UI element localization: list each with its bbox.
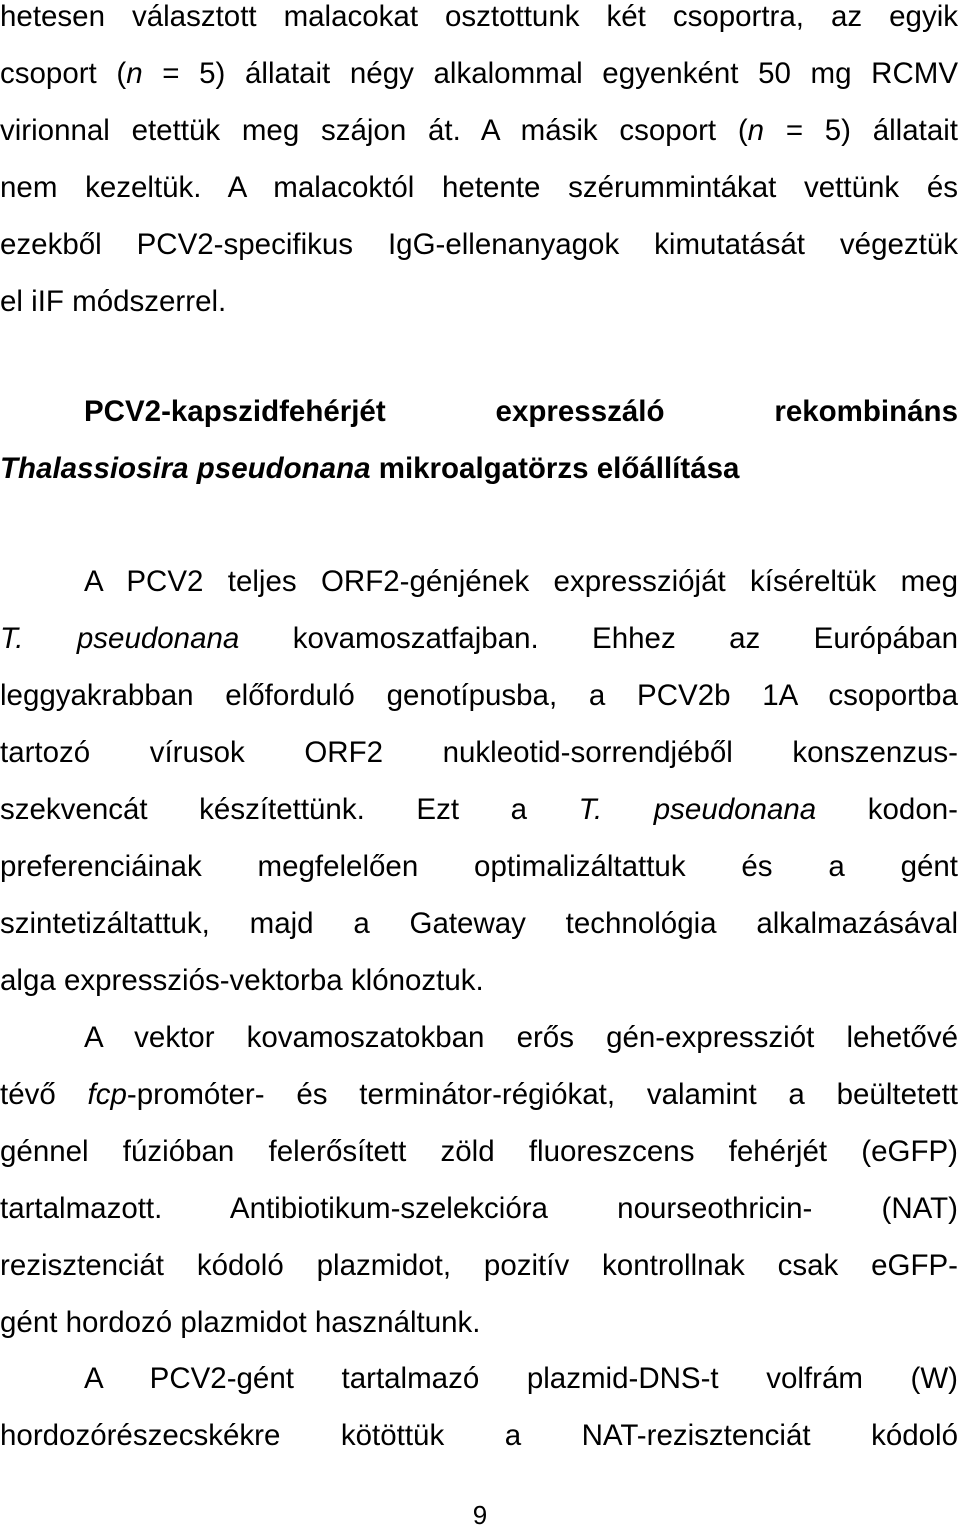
text-run: hordozórészecskékre kötöttük a NAT-rezisztenciát kódoló (0, 1419, 958, 1452)
text-run: szekvencát készítettünk. Ezt a (0, 793, 579, 826)
heading-line (0, 383, 958, 440)
text-line (0, 1009, 958, 1066)
text-run: tartalmazott. Antibiotikum-szelekcióra nourseothricin- (NAT) (0, 1192, 958, 1225)
text-run: = 5) állatait négy alkalommal egyenként 50 mg RCMV (142, 57, 958, 90)
text-run: A PCV2-gént tartalmazó plazmid-DNS-t volfrám (W) (84, 1362, 958, 1395)
text-run: csoport ( (0, 57, 127, 90)
paragraph-orf2 (0, 553, 958, 1009)
text-line (0, 952, 958, 1009)
text-run: tartozó vírusok ORF2 nukleotid-sorrendjéből konszenzus- (0, 736, 958, 769)
paragraph-intro (0, 0, 958, 330)
text-line (0, 895, 958, 952)
italic-term: T. pseudonana (578, 793, 817, 826)
page-number: 9 (472, 1500, 488, 1530)
text-line (0, 667, 958, 724)
text-run: -promóter- és terminátor-régiókat, valamint a beültetett (126, 1078, 958, 1111)
text-line (0, 216, 958, 273)
text-run: hetesen választott malacokat osztottunk két csoportra, az egyik (0, 0, 958, 33)
text-line (0, 553, 958, 610)
text-run: nem kezeltük. A malacoktól hetente szérummintákat vettünk és (0, 171, 958, 204)
text-run: tévő (0, 1078, 88, 1111)
text-run: alga expressziós-vektorba klónoztuk. (0, 964, 484, 997)
heading-line (0, 440, 958, 497)
italic-term: Thalassiosira pseudonana (0, 452, 371, 485)
text-run: leggyakrabban előforduló genotípusba, a PCV2b 1A csoportba (0, 679, 958, 712)
paragraph-vector (0, 1009, 958, 1351)
text-run: el iIF módszerrel. (0, 285, 227, 318)
text-run: kovamoszatfajban. Ehhez az Európában (239, 622, 958, 655)
italic-term: T. pseudonana (0, 622, 240, 655)
text-line (0, 102, 958, 159)
text-run: preferenciáinak megfelelően optimalizáltattuk és a gént (0, 850, 958, 883)
text-run: szintetizáltattuk, majd a Gateway technológia alkalmazásával (0, 907, 958, 940)
text-line (0, 838, 958, 895)
text-line (0, 1407, 958, 1464)
text-line (0, 781, 958, 838)
text-line (0, 0, 958, 45)
text-run: A vektor kovamoszatokban erős gén-expressziót lehetővé (84, 1021, 958, 1054)
text-line (0, 273, 958, 330)
italic-term: fcp (87, 1078, 127, 1111)
paragraph-plasmid (0, 1350, 958, 1464)
text-run: virionnal etettük meg szájon át. A másik csoport ( (0, 114, 748, 147)
text-line (0, 610, 958, 667)
text-run: PCV2-kapszidfehérjét expresszáló rekombináns (84, 395, 958, 428)
text-line (0, 45, 958, 102)
text-run: kodon- (816, 793, 958, 826)
text-line (0, 1350, 958, 1407)
section-heading (0, 383, 958, 497)
text-run: = 5) állatait (764, 114, 958, 147)
text-run: gént hordozó plazmidot használtunk. (0, 1306, 481, 1339)
text-line (0, 1123, 958, 1180)
text-run: ezekből PCV2-specifikus IgG-ellenanyagok kimutatását végeztük (0, 228, 958, 261)
text-run: génnel fúzióban felerősített zöld fluoreszcens fehérjét (eGFP) (0, 1135, 958, 1168)
text-line (0, 1180, 958, 1237)
text-line (0, 1237, 958, 1294)
italic-term: n (126, 57, 143, 90)
text-run: rezisztenciát kódoló plazmidot, pozitív kontrollnak csak eGFP- (0, 1249, 958, 1282)
text-run: mikroalgatörzs előállítása (370, 452, 740, 485)
text-line (0, 724, 958, 781)
text-line (0, 1294, 958, 1351)
text-run: A PCV2 teljes ORF2-génjének expresszióját kíséreltük meg (84, 565, 958, 598)
text-line (0, 1066, 958, 1123)
italic-term: n (747, 114, 765, 147)
text-line (0, 159, 958, 216)
